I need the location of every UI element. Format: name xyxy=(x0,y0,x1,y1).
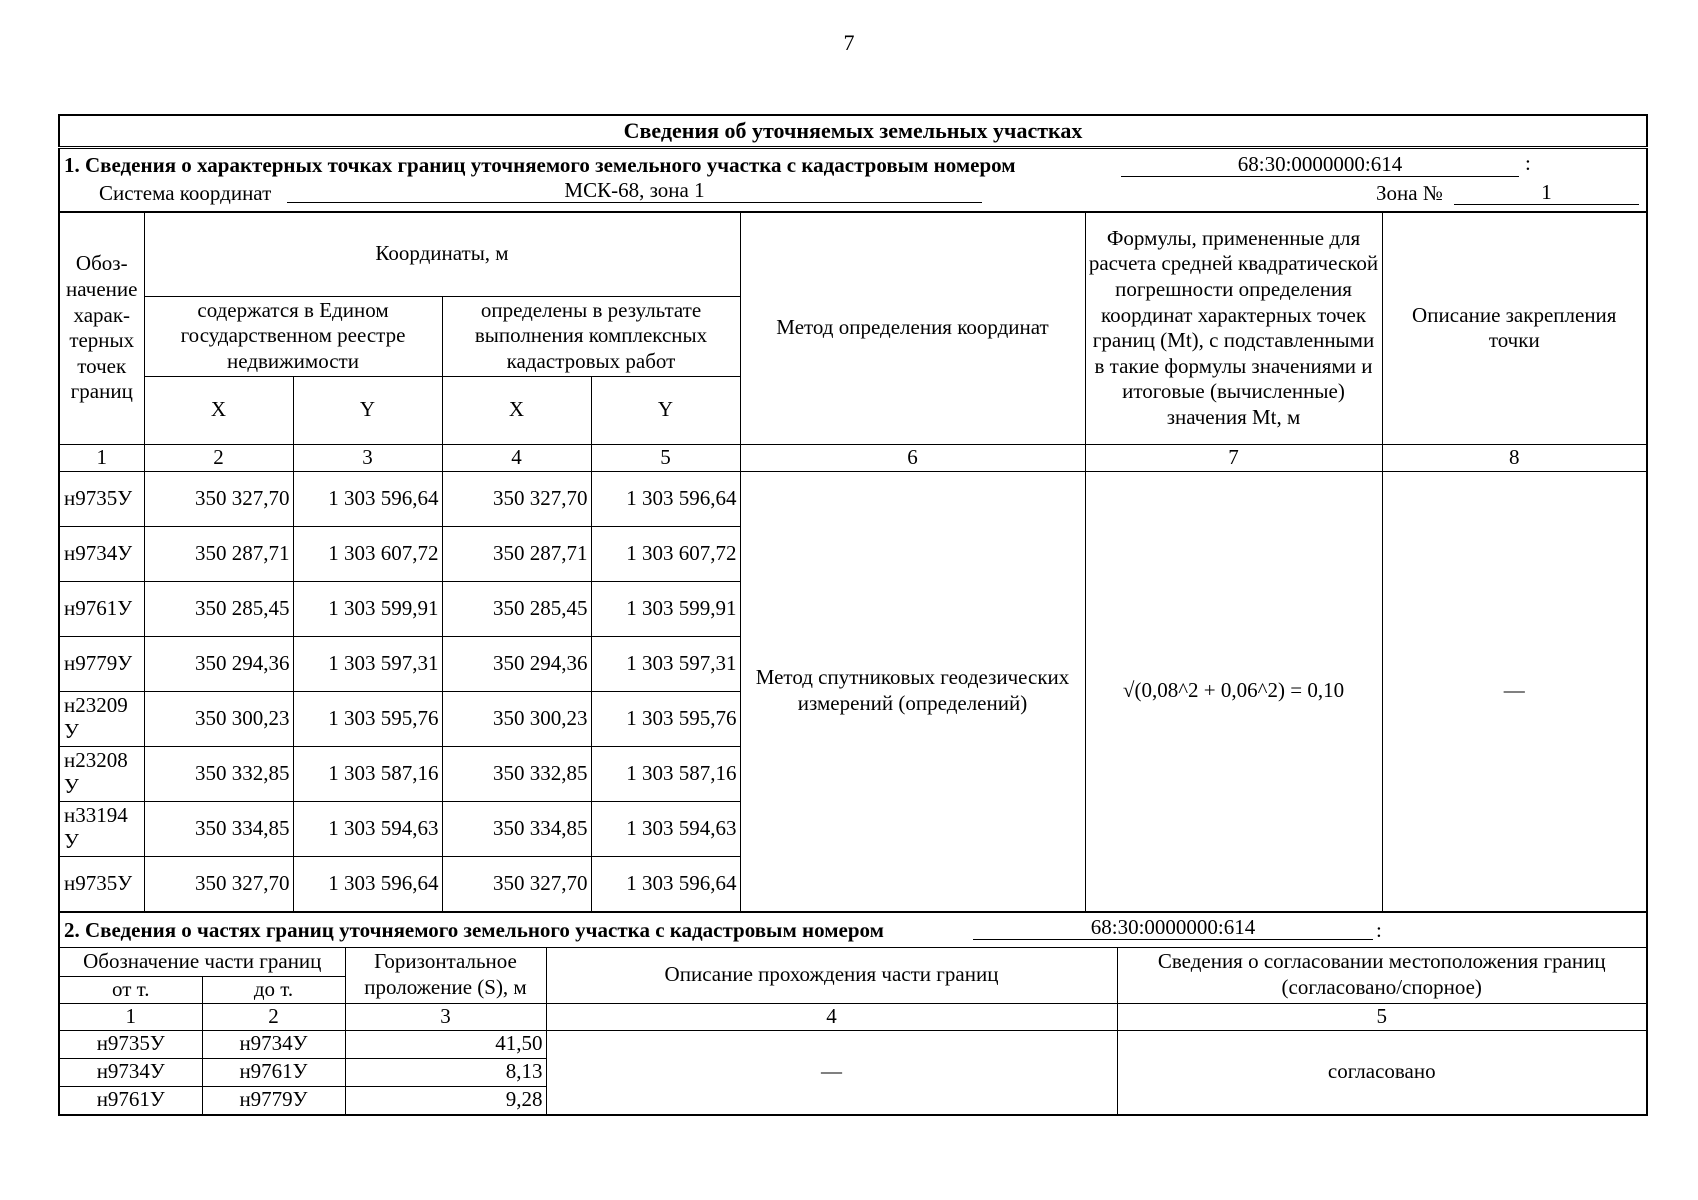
col-number: 4 xyxy=(442,444,591,471)
point-name: н9779У xyxy=(59,636,144,691)
y-egrn: 1 303 587,16 xyxy=(293,746,442,801)
table-row xyxy=(59,471,1647,526)
fixing-value: — xyxy=(1382,471,1647,912)
column-numbers-row xyxy=(59,1003,1647,1030)
cadastral-form xyxy=(58,114,1646,1116)
col-number: 1 xyxy=(59,1003,202,1030)
desc-value: — xyxy=(546,1030,1117,1115)
column-numbers-row xyxy=(59,444,1647,471)
col-header-x1: X xyxy=(144,376,293,444)
x-egrn: 350 294,36 xyxy=(144,636,293,691)
table-row xyxy=(59,1030,1647,1058)
y-kkr: 1 303 596,64 xyxy=(591,856,740,912)
to-point: н9779У xyxy=(202,1086,345,1115)
point-name: н9735У xyxy=(59,471,144,526)
boundary-parts-table xyxy=(58,913,1648,1116)
col-number: 6 xyxy=(740,444,1085,471)
zone-value: 1 xyxy=(1454,181,1639,205)
y-egrn: 1 303 595,76 xyxy=(293,691,442,746)
col-number: 2 xyxy=(144,444,293,471)
section2-header xyxy=(59,913,1647,948)
y-egrn: 1 303 599,91 xyxy=(293,581,442,636)
y-kkr: 1 303 597,31 xyxy=(591,636,740,691)
x-kkr: 350 300,23 xyxy=(442,691,591,746)
to-point: н9734У xyxy=(202,1030,345,1058)
length-value: 8,13 xyxy=(345,1058,546,1086)
x-kkr: 350 287,71 xyxy=(442,526,591,581)
col-header-point: Обоз-начение харак-терных точек границ xyxy=(59,212,144,444)
x-kkr: 350 327,70 xyxy=(442,856,591,912)
section1-heading: 1. Сведения о характерных точках границ уточняемого земельного участка с кадастровым номером xyxy=(64,153,1016,177)
y-kkr: 1 303 599,91 xyxy=(591,581,740,636)
col-header-y2: Y xyxy=(591,376,740,444)
y-kkr: 1 303 594,63 xyxy=(591,801,740,856)
agree-value: согласовано xyxy=(1117,1030,1647,1115)
x-kkr: 350 334,85 xyxy=(442,801,591,856)
x-egrn: 350 327,70 xyxy=(144,856,293,912)
formula-value: √(0,08^2 + 0,06^2) = 0,10 xyxy=(1085,471,1382,912)
point-name: н33194 У xyxy=(59,801,144,856)
coord-system-label: Система координат xyxy=(99,181,272,205)
col-header-desc: Описание прохождения части границ xyxy=(546,947,1117,1003)
x-egrn: 350 332,85 xyxy=(144,746,293,801)
length-value: 9,28 xyxy=(345,1086,546,1115)
y-kkr: 1 303 587,16 xyxy=(591,746,740,801)
col-header-x2: X xyxy=(442,376,591,444)
length-value: 41,50 xyxy=(345,1030,546,1058)
x-kkr: 350 294,36 xyxy=(442,636,591,691)
section2-colon: : xyxy=(1376,917,1382,942)
x-kkr: 350 327,70 xyxy=(442,471,591,526)
x-egrn: 350 287,71 xyxy=(144,526,293,581)
col-number: 3 xyxy=(293,444,442,471)
y-egrn: 1 303 597,31 xyxy=(293,636,442,691)
y-egrn: 1 303 607,72 xyxy=(293,526,442,581)
x-egrn: 350 300,23 xyxy=(144,691,293,746)
col-header-egrn: содержатся в Едином государственном реестре недвижимости xyxy=(144,296,442,376)
col-header-agree: Сведения о согласовании местоположения границ (согласовано/спорное) xyxy=(1117,947,1647,1003)
col-header-coords: Координаты, м xyxy=(144,212,740,296)
col-number: 1 xyxy=(59,444,144,471)
col-number: 3 xyxy=(345,1003,546,1030)
from-point: н9734У xyxy=(59,1058,202,1086)
col-header-to: до т. xyxy=(202,976,345,1003)
col-number: 7 xyxy=(1085,444,1382,471)
coord-system-value: МСК-68, зона 1 xyxy=(287,179,982,203)
y-kkr: 1 303 595,76 xyxy=(591,691,740,746)
y-egrn: 1 303 594,63 xyxy=(293,801,442,856)
col-number: 2 xyxy=(202,1003,345,1030)
section1-header xyxy=(59,148,1647,213)
col-header-formula: Формулы, примененные для расчета средней квадратической погрешности определения координат характерных точек границ (Mt), с подставленными в такие формулы значениями и итоговые (вычисленные) значения Mt, м xyxy=(1085,212,1382,444)
section1-colon: : xyxy=(1525,151,1531,175)
x-egrn: 350 285,45 xyxy=(144,581,293,636)
points-table xyxy=(58,114,1648,913)
to-point: н9761У xyxy=(202,1058,345,1086)
point-name: н23209 У xyxy=(59,691,144,746)
from-point: н9735У xyxy=(59,1030,202,1058)
point-name: н9761У xyxy=(59,581,144,636)
col-header-part: Обозначение части границ xyxy=(59,947,345,976)
col-number: 4 xyxy=(546,1003,1117,1030)
page-number: 7 xyxy=(843,30,855,55)
col-header-method: Метод определения координат xyxy=(740,212,1085,444)
col-header-fixing: Описание закрепления точки xyxy=(1382,212,1647,444)
y-egrn: 1 303 596,64 xyxy=(293,856,442,912)
from-point: н9761У xyxy=(59,1086,202,1115)
col-header-from: от т. xyxy=(59,976,202,1003)
col-header-length: Горизонтальное проложение (S), м xyxy=(345,947,546,1003)
section2-cadastral-number: 68:30:0000000:614 xyxy=(973,916,1373,940)
col-header-kkr: определены в результате выполнения комплексных кадастровых работ xyxy=(442,296,740,376)
x-kkr: 350 332,85 xyxy=(442,746,591,801)
point-name: н23208 У xyxy=(59,746,144,801)
zone-label: Зона № xyxy=(1376,181,1443,205)
method-value: Метод спутниковых геодезических измерений (определений) xyxy=(740,471,1085,912)
section2-heading: 2. Сведения о частях границ уточняемого земельного участка с кадастровым номером xyxy=(64,917,884,942)
y-kkr: 1 303 596,64 xyxy=(591,471,740,526)
form-title: Сведения об уточняемых земельных участках xyxy=(59,115,1647,148)
col-number: 5 xyxy=(591,444,740,471)
col-number: 5 xyxy=(1117,1003,1647,1030)
point-name: н9735У xyxy=(59,856,144,912)
section1-cadastral-number: 68:30:0000000:614 xyxy=(1121,153,1519,177)
y-kkr: 1 303 607,72 xyxy=(591,526,740,581)
col-number: 8 xyxy=(1382,444,1647,471)
x-egrn: 350 334,85 xyxy=(144,801,293,856)
x-kkr: 350 285,45 xyxy=(442,581,591,636)
y-egrn: 1 303 596,64 xyxy=(293,471,442,526)
x-egrn: 350 327,70 xyxy=(144,471,293,526)
point-name: н9734У xyxy=(59,526,144,581)
col-header-y1: Y xyxy=(293,376,442,444)
